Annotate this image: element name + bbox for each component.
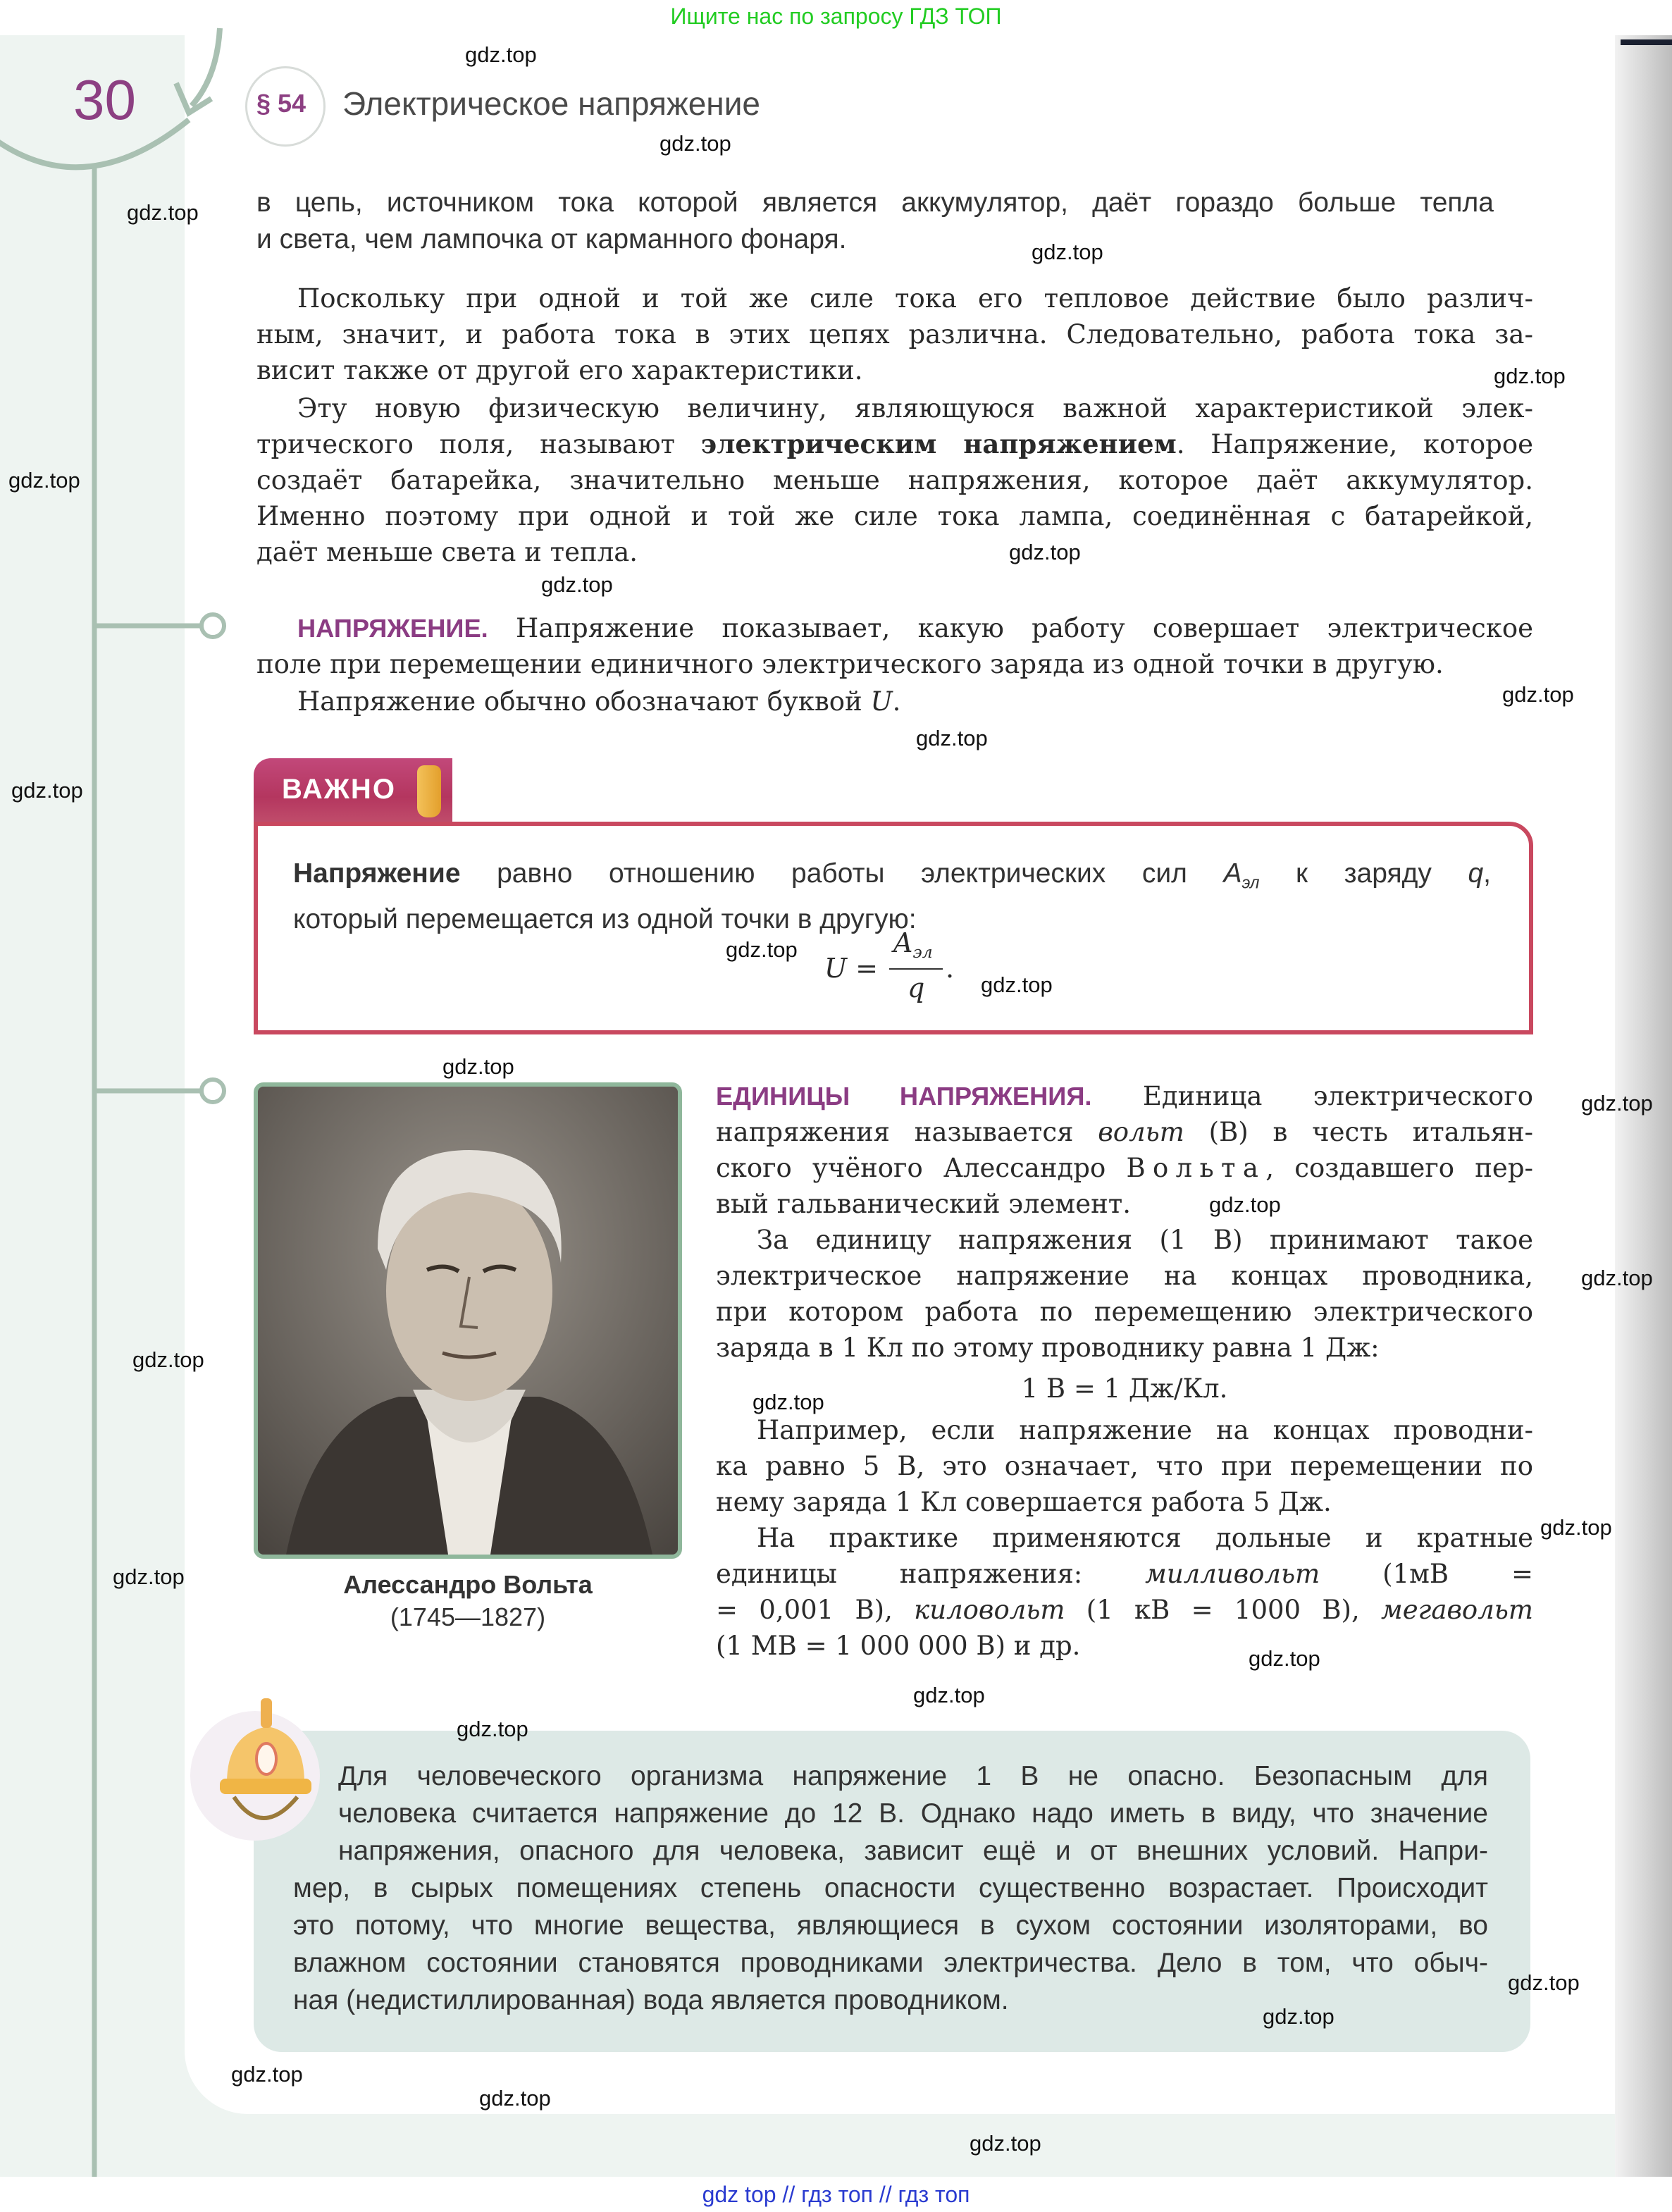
text-line: [293, 1944, 1488, 1982]
text-line: [256, 610, 1533, 646]
text-line: [716, 1258, 1533, 1294]
watermark: gdz.top: [970, 2131, 1041, 2156]
portrait-caption: [254, 1569, 682, 1633]
text-line: [716, 1412, 1533, 1448]
watermark: gdz.top: [1263, 2004, 1334, 2029]
text-segment: трического поля, называют: [256, 429, 701, 459]
text-segment: ная (недистиллированная) вода является проводником.: [293, 1985, 1009, 2015]
text-segment: За единицу напряжения (1 В) принимают такое: [757, 1225, 1533, 1255]
bold-term: электрическим напряжением: [700, 428, 1177, 459]
styled-segment: вольт: [1098, 1117, 1184, 1147]
text-segment: Эту новую физическую величину, являющуюся важной характеристикой элек-: [297, 393, 1533, 424]
text-line: [256, 426, 1533, 462]
styled-segment: эл: [1241, 873, 1260, 893]
text-line: [716, 1520, 1533, 1556]
watermark: gdz.top: [1581, 1091, 1653, 1116]
styled-segment: киловольт: [914, 1595, 1065, 1625]
text-segment: , создавшего пер-: [1265, 1153, 1534, 1183]
paragraph-work: [256, 280, 1533, 388]
text-segment: Единица электрического: [1091, 1081, 1533, 1111]
text-segment: и света, чем лампочка от карманного фонаря.: [256, 224, 847, 254]
watermark: gdz.top: [1009, 540, 1081, 564]
watermark: gdz.top: [1581, 1266, 1653, 1290]
important-tab-label: ВАЖНО: [282, 774, 396, 805]
styled-segment: милливольт: [1145, 1559, 1320, 1589]
text-segment: электрическое напряжение на концах проводника,: [716, 1261, 1533, 1291]
watermark: gdz.top: [113, 1564, 185, 1589]
watermark: gdz.top: [11, 778, 83, 803]
bottom-banner-links[interactable]: gdz top // гдз топ // гдз топ: [702, 2182, 970, 2207]
units-column: [716, 1078, 1533, 1664]
paragraph-multiples: [716, 1520, 1533, 1664]
watermark: gdz.top: [1209, 1192, 1281, 1217]
bold-term: Напряжение: [293, 858, 461, 889]
text-segment: висит также от другой его характеристики.: [256, 355, 863, 385]
portrait-name: Алессандро Вольта: [343, 1570, 593, 1599]
styled-segment: A: [1223, 858, 1242, 889]
formula-denominator: q: [908, 972, 925, 1003]
text-segment: единицы напряжения:: [716, 1559, 1146, 1589]
search-banner-text: Ищите нас по запросу ГДЗ ТОП: [670, 4, 1002, 29]
formula-lhs: U =: [824, 953, 878, 984]
bottom-banner: [0, 2177, 1672, 2212]
paragraph-voltage-definition: [256, 610, 1533, 682]
watermark: gdz.top: [913, 1683, 985, 1707]
text-segment: . Напряжение, которое: [1176, 429, 1533, 459]
text-line: [716, 1078, 1533, 1114]
paragraph-units-intro: [716, 1078, 1533, 1222]
text-line: [256, 280, 1533, 316]
text-segment: заряда в 1 Кл по этому проводнику равна 1 Дж:: [716, 1333, 1380, 1363]
text-segment: Для человеческого организма напряжение 1 В не опасно. Безопасным для: [338, 1761, 1488, 1791]
text-line: [716, 1448, 1533, 1484]
text-segment: вый гальванический элемент.: [716, 1189, 1131, 1219]
text-segment: Например, если напряжение на концах проводни-: [757, 1415, 1533, 1445]
text-segment: (1 МВ = 1 000 000 В) и др.: [716, 1631, 1081, 1661]
styled-segment: мегавольт: [1381, 1595, 1533, 1625]
text-line: [716, 1628, 1533, 1664]
text-segment: Именно поэтому при одной и той же силе тока лампа, соединённая с батарейкой,: [256, 501, 1533, 531]
watermark: gdz.top: [132, 1347, 204, 1372]
watermark: gdz.top: [1249, 1646, 1320, 1671]
safety-note-text: [293, 1757, 1488, 2019]
text-segment: Напряжение обычно обозначают буквой: [297, 686, 871, 717]
paragraph-example: [716, 1412, 1533, 1520]
branch-node-1: [202, 614, 224, 637]
text-line: [256, 462, 1533, 498]
text-line: [716, 1114, 1533, 1150]
text-segment: который перемещается из одной точки в другую:: [293, 904, 917, 935]
text-line: [293, 901, 1491, 938]
text-line: [716, 1294, 1533, 1330]
text-segment: ,: [1483, 858, 1491, 889]
branch-node-2: [202, 1080, 224, 1102]
watermark: gdz.top: [541, 572, 613, 597]
text-segment: (1мВ =: [1320, 1559, 1533, 1589]
portrait-years: (1745—1827): [390, 1602, 546, 1631]
watermark: gdz.top: [1502, 682, 1574, 707]
text-segment: к заряду: [1259, 858, 1468, 889]
text-segment: мер, в сырых помещениях степень опасности существенно возрастает. Происходит: [293, 1873, 1488, 1903]
formula-numerator: [893, 927, 933, 962]
text-segment: На практике применяются дольные и кратные: [757, 1523, 1533, 1553]
watermark: gdz.top: [1508, 1970, 1580, 1995]
inline-heading: ЕДИНИЦЫ НАПРЯЖЕНИЯ.: [716, 1082, 1092, 1111]
styled-segment: Вольта: [1126, 1153, 1266, 1183]
important-text: [293, 855, 1491, 938]
text-line: [293, 1870, 1488, 1907]
text-segment: напряжения называется: [716, 1117, 1098, 1147]
text-line: [256, 185, 1494, 221]
watermark: gdz.top: [8, 468, 80, 493]
text-segment: ка равно 5 В, это означает, что при перемещении по: [716, 1451, 1533, 1481]
section-title: Электрическое напряжение: [342, 85, 760, 122]
watermark: gdz.top: [457, 1717, 528, 1741]
text-segment: нему заряда 1 Кл совершается работа 5 Дж.: [716, 1487, 1332, 1517]
text-segment: ным, значит, и работа тока в этих цепях различна. Следовательно, работа тока за-: [256, 319, 1533, 350]
watermark: gdz.top: [465, 42, 537, 67]
text-segment: Поскольку при одной и той же силе тока его тепловое действие было различ-: [297, 283, 1533, 314]
text-segment: человека считается напряжение до 12 В. Однако надо иметь в виду, что значение: [338, 1798, 1488, 1829]
text-line: [716, 1592, 1533, 1628]
text-line: [256, 534, 1533, 570]
formula-period: .: [946, 953, 955, 984]
watermark: gdz.top: [659, 131, 731, 156]
text-segment: ского учёного Алессандро: [716, 1153, 1127, 1183]
watermark: gdz.top: [1494, 364, 1566, 388]
inline-heading: НАПРЯЖЕНИЕ.: [297, 614, 488, 643]
text-line: [256, 684, 1533, 719]
text-segment: влажном состоянии становятся проводниками электричества. Дело в том, что обыч-: [293, 1948, 1488, 1978]
text-line: [256, 646, 1533, 682]
text-line: [716, 1186, 1533, 1222]
fraction-bar: [889, 968, 943, 970]
text-line: [256, 498, 1533, 534]
watermark: gdz.top: [1540, 1515, 1612, 1540]
text-line: [256, 390, 1533, 426]
watermark: gdz.top: [127, 200, 199, 225]
watermark: gdz.top: [231, 2062, 303, 2087]
text-segment: в цепь, источником тока которой является аккумулятор, даёт гораздо больше тепла: [256, 187, 1494, 218]
text-line: [293, 855, 1491, 901]
watermark: gdz.top: [479, 2086, 551, 2111]
styled-segment: U: [870, 686, 893, 717]
text-line: [256, 221, 1494, 258]
section-number: § 54: [256, 89, 306, 118]
text-segment: при котором работа по перемещению электрического: [716, 1297, 1533, 1327]
unit-formula: 1 В = 1 Дж/Кл.: [1021, 1373, 1228, 1404]
text-line: [293, 1907, 1488, 1944]
text-line: [293, 1832, 1488, 1870]
text-segment: Напряжение показывает, какую работу совершает электрическое: [488, 613, 1533, 643]
text-segment: равно отношению работы электрических сил: [460, 858, 1224, 889]
text-segment: (В) в честь итальян-: [1184, 1117, 1533, 1147]
text-line: [293, 1795, 1488, 1832]
formula-work-subscript: эл: [912, 942, 933, 963]
watermark: gdz.top: [442, 1054, 514, 1079]
text-line: [293, 1757, 1488, 1795]
volta-portrait: [254, 1082, 682, 1559]
text-line: [716, 1150, 1533, 1186]
watermark: gdz.top: [981, 972, 1053, 997]
formula-work: A: [893, 927, 913, 958]
text-line: [256, 352, 1533, 388]
text-line: [716, 1556, 1533, 1592]
text-segment: = 0,001 В),: [716, 1595, 915, 1625]
text-segment: (1 кВ = 1000 В),: [1065, 1595, 1382, 1625]
text-line: [716, 1484, 1533, 1520]
text-line: [716, 1330, 1533, 1366]
portrait-image: [258, 1087, 678, 1555]
styled-segment: q: [1468, 858, 1484, 889]
arrow-icon: [192, 28, 220, 106]
watermark: gdz.top: [1032, 240, 1103, 264]
text-segment: это потому, что многие вещества, являющиеся в сухом состоянии изоляторами, во: [293, 1910, 1488, 1941]
text-line: [716, 1222, 1533, 1258]
paragraph-new-quantity: [256, 390, 1533, 570]
text-segment: поле при перемещении единичного электрического заряда из одной точки в другую.: [256, 649, 1444, 679]
paragraph-unit-definition: [716, 1222, 1533, 1366]
paragraph-symbol: [256, 684, 1533, 719]
watermark: gdz.top: [726, 937, 798, 962]
page-number: 30: [73, 68, 136, 131]
important-tab: [254, 758, 452, 823]
watermark: gdz.top: [916, 726, 988, 750]
text-line: [256, 316, 1533, 352]
text-segment: .: [892, 686, 901, 717]
watermark: gdz.top: [753, 1390, 824, 1414]
text-segment: напряжения, опасного для человека, зависит ещё и от внешних условий. Напри-: [338, 1836, 1488, 1866]
paragraph-intro: [256, 185, 1494, 258]
text-segment: создаёт батарейка, значительно меньше напряжения, которое даёт аккумулятор.: [256, 465, 1533, 495]
exclamation-icon: [417, 765, 441, 817]
text-segment: даёт меньше света и тепла.: [256, 537, 638, 567]
